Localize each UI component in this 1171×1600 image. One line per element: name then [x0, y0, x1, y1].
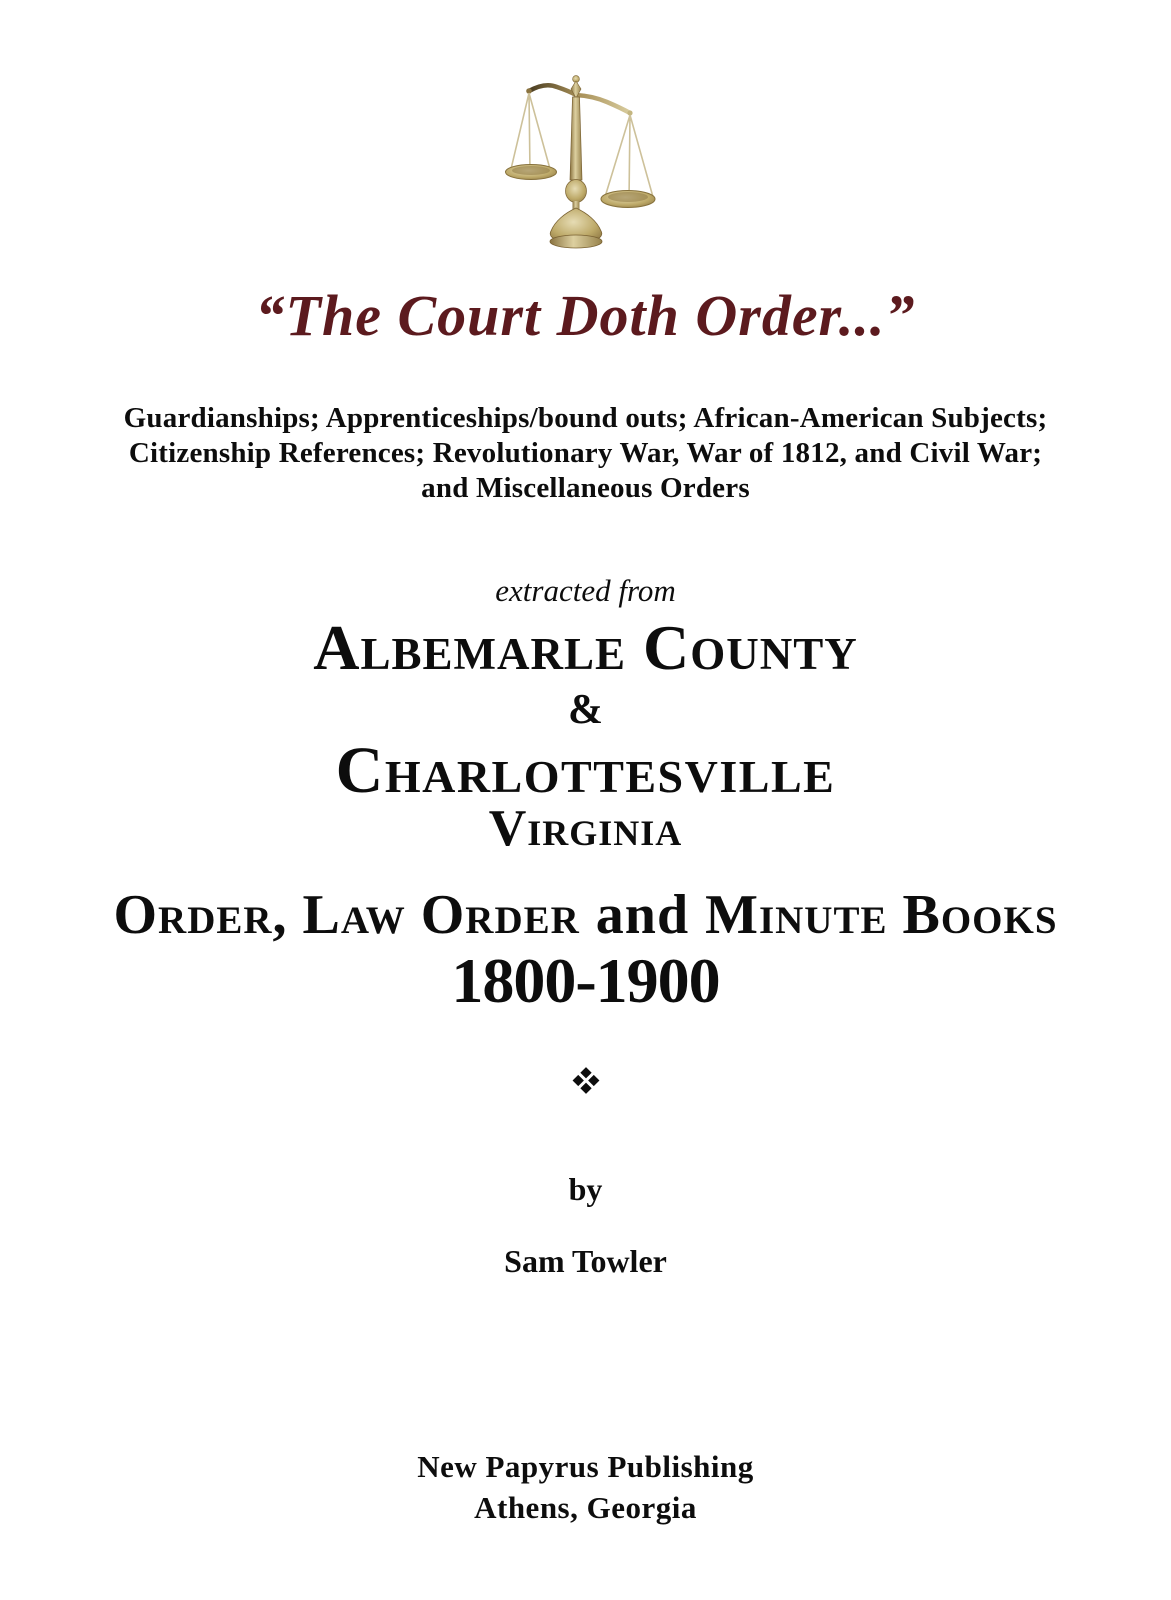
state-title: Virginia: [488, 800, 683, 857]
by-label: by: [568, 1171, 603, 1207]
diamond-dot: [572, 1075, 583, 1086]
record-books-title: [0, 882, 1171, 948]
county-title: Albemarle County: [313, 612, 858, 683]
books-part-1: Order, Law Order: [113, 884, 580, 946]
book-subtitle: [0, 401, 1171, 506]
diamond-dot: [580, 1083, 591, 1094]
subtitle-line-2: Citizenship References; Revolutionary War, War of 1812, and Civil War;: [128, 437, 1043, 469]
city-title: Charlottesville: [335, 734, 836, 807]
books-conjunction: and: [595, 884, 690, 946]
scales-of-justice-icon: [491, 70, 663, 254]
diamond-dot: [580, 1067, 591, 1078]
diamond-ornament-icon: [572, 1067, 599, 1094]
year-range: 1800-1900: [451, 945, 720, 1016]
author-name: Sam Towler: [504, 1243, 667, 1279]
publisher-name: New Papyrus Publishing: [417, 1449, 754, 1484]
publisher-block: [0, 1446, 1171, 1528]
book-title: “The Court Doth Order...”: [255, 283, 916, 348]
scales-of-justice-image: [491, 70, 663, 254]
subtitle-line-1: Guardianships; Apprenticeships/bound outs; African-American Subjects;: [123, 402, 1048, 434]
diamond-dot: [588, 1075, 599, 1086]
extracted-from-label: extracted from: [495, 573, 676, 608]
publisher-location: Athens, Georgia: [474, 1490, 697, 1525]
books-part-2: Minute Books: [705, 884, 1058, 946]
ampersand: &: [568, 687, 603, 733]
subtitle-line-3: and Miscellaneous Orders: [421, 472, 750, 504]
